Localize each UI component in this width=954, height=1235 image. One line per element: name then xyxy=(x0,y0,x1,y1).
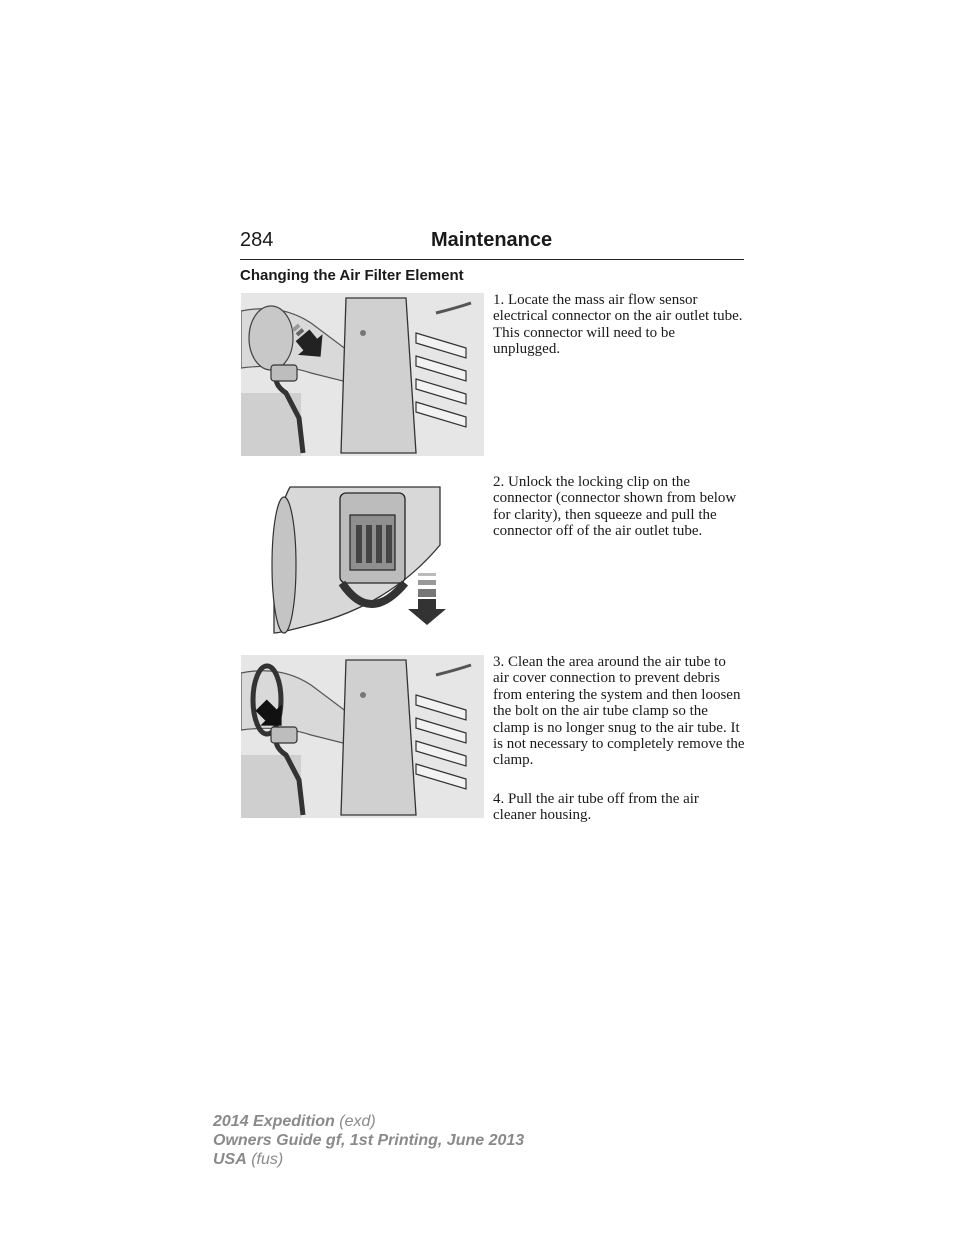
figure-mass-air-flow-connector xyxy=(241,293,484,456)
step-1-text: 1. Locate the mass air flow sensor electrical connector on the air outlet tube. This connector will need to be unplugged. xyxy=(493,292,743,358)
footer-line-3: USA (fus) xyxy=(213,1151,284,1168)
footer xyxy=(213,1112,524,1169)
step-2-text: 2. Unlock the locking clip on the connector (connector shown from below for clarity), then squeeze and pull the connector off of the air outlet tube. xyxy=(493,474,737,540)
figure-connector-locking-clip xyxy=(270,485,450,635)
step-4-text: 4. Pull the air tube off from the air cleaner housing. xyxy=(493,791,699,824)
footer-line-2: Owners Guide gf, 1st Printing, June 2013 xyxy=(213,1132,525,1149)
footer-line-1: 2014 Expedition (exd) xyxy=(213,1113,376,1130)
step-3-text: 3. Clean the area around the air tube to air cover connection to prevent debris from entering the system and then loosen the bolt on the air tube clamp so the clamp is no longer snug to the air tube. It is not necessary to completely remove the clamp. xyxy=(493,654,745,769)
page-number: 284 xyxy=(240,229,274,251)
air-tube-clamp-illustration xyxy=(241,655,484,818)
connector-locking-clip-illustration xyxy=(270,485,450,635)
engine-air-tube-connector-illustration xyxy=(241,293,484,456)
subheading: Changing the Air Filter Element xyxy=(240,267,464,284)
figure-air-tube-clamp xyxy=(241,655,484,818)
page-header xyxy=(240,229,744,260)
section-title: Maintenance xyxy=(431,229,553,251)
